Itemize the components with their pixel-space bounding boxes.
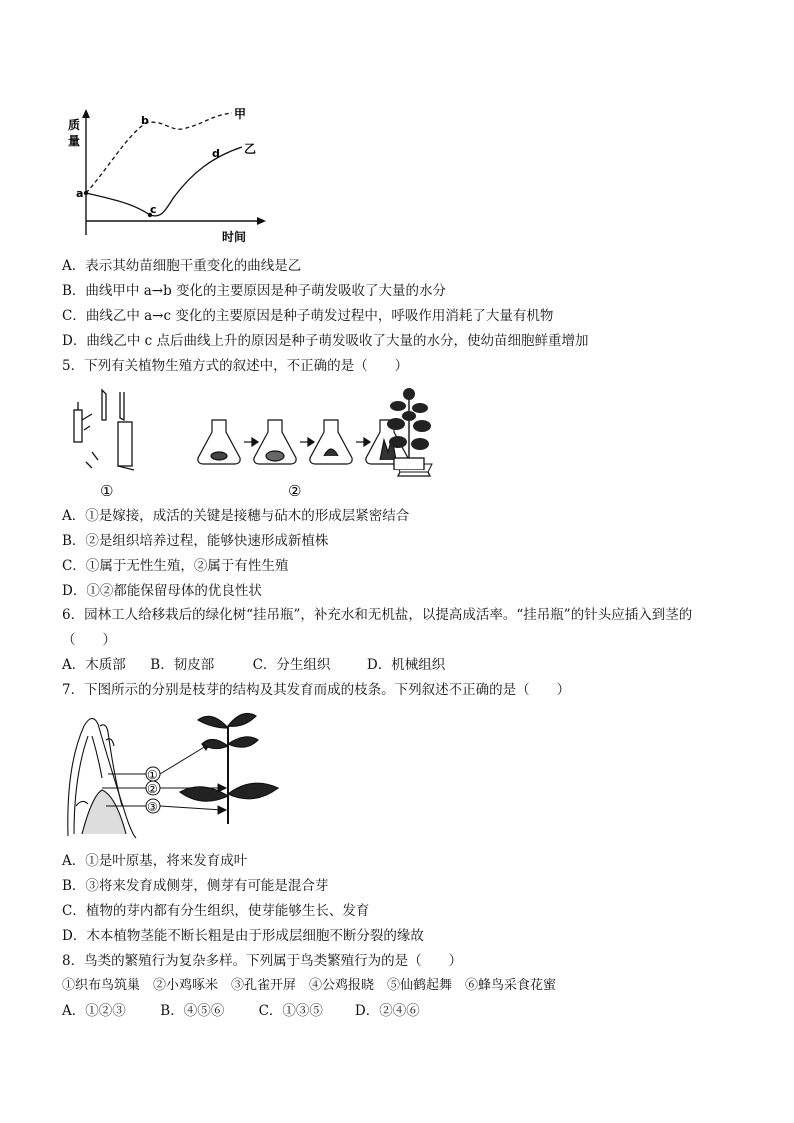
y-axis-label-2: 量 [68,134,81,148]
bud-section [68,718,136,838]
q8-option-a[interactable]: A．①②③ [62,1003,126,1019]
curve-jia [86,113,232,193]
point-b-label: b [141,114,149,127]
q4-option-d[interactable]: D．曲线乙中 c 点后曲线上升的原因是种子萌发吸收了大量的水分，使幼苗细胞鲜重增加 [62,333,589,349]
plant-foliage [384,384,434,470]
q4-option-c[interactable]: C．曲线乙中 a→c 变化的主要原因是种子萌发过程中，呼吸作用消耗了大量有机物 [62,308,554,324]
bud-label-2: ② [147,782,158,796]
tissue-culture-flasks [198,420,408,464]
q8-option-d[interactable]: D．②④⑥ [354,1003,420,1019]
q5-option-d[interactable]: D．①②都能保留母体的优良性状 [62,583,262,599]
q7-option-c[interactable]: C．植物的芽内都有分生组织，使芽能够生长、发育 [62,903,370,919]
q5-option-c[interactable]: C．①属于无性生殖，②属于有性生殖 [62,558,289,574]
q6-option-c[interactable]: C．分生组织 [252,657,331,673]
point-c-label: c [150,203,157,216]
q5-option-a[interactable]: A．①是嫁接，成活的关键是接穗与砧木的形成层紧密结合 [62,508,410,524]
curve-jia-label: 甲 [234,107,247,121]
q5-stem: 5．下列有关植物生殖方式的叙述中，不正确的是（ ） [62,358,409,374]
bud-label-3: ③ [147,800,158,814]
q8-stem: 8．鸟类的繁殖行为复杂多样。下列属于鸟类繁殖行为的是（ ） [62,953,463,969]
q8-options [62,1001,420,1021]
figure-label-2: ② [288,482,302,500]
bud-label-1: ① [147,768,158,782]
grafting-illustration [74,390,134,470]
q7-stem: 7．下图所示的分别是枝芽的结构及其发育而成的枝条。下列叙述不正确的是（ ） [62,682,571,698]
q7-option-b[interactable]: B．③将来发育成侧芽，侧芽有可能是混合芽 [62,878,329,894]
x-axis-label: 时间 [222,230,247,244]
q6-option-a[interactable]: A．木质部 [62,657,126,673]
point-d-label: d [212,147,220,160]
branch-illustration [180,714,278,824]
mass-time-graph [62,105,272,245]
q6-option-b[interactable]: B．韧皮部 [150,657,215,673]
q6-options [62,655,445,675]
q6-stem: 6．园林工人给移栽后的绿化树“挂吊瓶”，补充水和无机盐，以提高成活率。“挂吊瓶”的针头应插入到茎的 [62,607,693,623]
q8-items: ①织布鸟筑巢 ②小鸡啄米 ③孔雀开屏 ④公鸡报晓 ⑤仙鹤起舞 ⑥蜂鸟采食花蜜 [62,978,557,993]
q8-option-c[interactable]: C．①③⑤ [258,1003,323,1019]
q7-option-d[interactable]: D．木本植物茎能不断长粗是由于形成层细胞不断分裂的缘故 [62,928,424,944]
q4-option-b[interactable]: B．曲线甲中 a→b 变化的主要原因是种子萌发吸收了大量的水分 [62,283,447,299]
q6-stem-bracket: （ ） [62,632,116,648]
q7-option-a[interactable]: A．①是叶原基，将来发育成叶 [62,853,248,869]
q8-option-b[interactable]: B．④⑤⑥ [160,1003,225,1019]
curve-yi-label: 乙 [244,142,257,156]
point-a-label: a [76,187,84,200]
q5-option-b[interactable]: B．②是组织培养过程，能够快速形成新植株 [62,533,329,549]
q4-option-a[interactable]: A．表示其幼苗细胞干重变化的曲线是乙 [62,258,302,274]
y-axis-label-1: 质 [68,118,81,132]
figure-label-1: ① [100,482,114,500]
q6-option-d[interactable]: D．机械组织 [366,657,446,673]
bud-branch-figure [62,706,282,842]
